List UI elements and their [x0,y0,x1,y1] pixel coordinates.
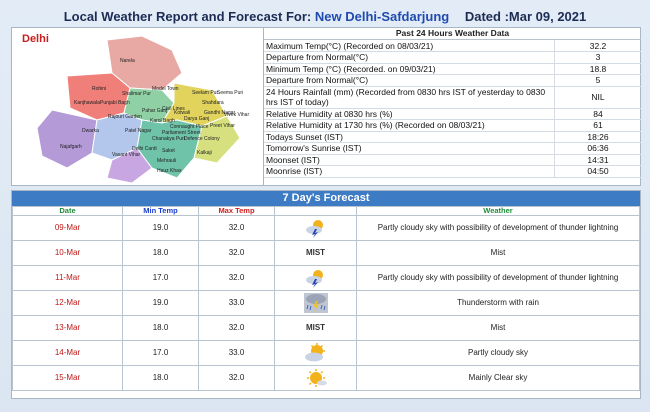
map-label: Najafgarh [60,144,82,150]
forecast-weather: Thunderstorm with rain [357,291,640,316]
map-label: Gandhi Nagar [204,110,236,116]
past-label: Moonset (IST) [264,154,555,166]
report-title: Local Weather Report and Forecast For: [63,9,312,24]
delhi-map-graphic [12,28,262,185]
forecast-max-temp: 32.0 [199,316,275,341]
table-row [13,366,640,391]
mainly-clear-icon [304,368,328,388]
forecast-min-temp: 19.0 [123,216,199,241]
forecast-icon-cell [275,316,357,341]
forecast-min-temp: 18.0 [123,241,199,266]
map-label: Model Town [152,86,179,92]
map-label: Delhi Cantt [132,146,157,152]
past-label: 24 Hours Rainfall (mm) (Recorded from 0830 hrs IST of yesterday to 0830 hrs IST of today) [264,86,555,108]
forecast-min-temp: 17.0 [123,266,199,291]
partly-cloudy-icon [304,343,328,363]
map-label: Seema Puri [217,90,244,96]
map-label: Kanjhawala [74,100,100,106]
forecast-min-temp: 18.0 [123,366,199,391]
partly-cloudy-thunder-icon [304,268,328,288]
col-header-icon [275,207,357,216]
mist-icon: MIST [305,323,326,332]
map-label: Dwarka [82,128,99,134]
col-header-min-temp: Min Temp [123,207,199,216]
map-label: Hauz Khas [157,168,182,174]
past-label: Todays Sunset (IST) [264,131,555,143]
map-region-northwest [67,73,130,120]
forecast-date: 13-Mar [13,316,123,341]
past-label: Departure from Normal(°C) [264,52,555,64]
past-value: 04:50 [555,166,642,178]
table-row [13,241,640,266]
table-row [264,63,641,75]
map-label: Narela [120,58,135,64]
forecast-header-row [13,207,640,216]
table-row [13,291,640,316]
forecast-min-temp: 18.0 [123,316,199,341]
forecast-weather: Partly cloudy sky with possibility of development of thunder lightning [357,266,640,291]
table-row [264,120,641,132]
map-label: Karol Bagh [150,118,175,124]
past-value: 5 [555,75,642,87]
delhi-map [12,28,262,185]
past-value: 84 [555,108,642,120]
forecast-date: 12-Mar [13,291,123,316]
forecast-date: 11-Mar [13,266,123,291]
table-row [264,143,641,155]
table-row [264,166,641,178]
table-row [264,52,641,64]
map-label: Preet Vihar [210,123,235,129]
table-row [13,341,640,366]
summary-panel [11,27,641,186]
forecast-weather: Partly cloudy sky [357,341,640,366]
col-header-date: Date [13,207,123,216]
forecast-max-temp: 32.0 [199,216,275,241]
past-value: 18:26 [555,131,642,143]
report-date: Dated :Mar 09, 2021 [464,9,587,24]
map-label: Rajouri Garden [108,114,142,120]
map-label: Chanakya Puri [152,136,185,142]
mist-icon: MIST [305,248,326,257]
map-label: Shahdara [202,100,224,106]
past-label: Tomorrow's Sunrise (IST) [264,143,555,155]
past-24h-table [264,40,641,178]
forecast-icon-cell [275,216,357,241]
forecast-panel [11,190,641,399]
table-row [264,131,641,143]
table-row [13,266,640,291]
past-value: NIL [555,86,642,108]
map-label: Defence Colony [184,136,220,142]
map-region-west [37,110,97,168]
past-label: Departure from Normal(°C) [264,75,555,87]
map-label: Patel Nagar [125,128,152,134]
partly-cloudy-thunder-icon [304,218,328,238]
table-row [264,86,641,108]
forecast-icon-cell [275,366,357,391]
report-location: New Delhi-Safdarjung [314,9,450,24]
forecast-icon-cell [275,266,357,291]
table-row [264,154,641,166]
forecast-weather: Mainly Clear sky [357,366,640,391]
map-label: Mehrauli [157,158,177,164]
forecast-date: 09-Mar [13,216,123,241]
table-row [264,75,641,87]
forecast-max-temp: 32.0 [199,241,275,266]
map-label: Pahar Ganj [142,108,168,114]
past-label: Relative Humidity at 0830 hrs (%) [264,108,555,120]
map-label: Parliament Street [162,130,201,136]
forecast-max-temp: 33.0 [199,291,275,316]
report-header [0,9,650,24]
past-value: 06:36 [555,143,642,155]
map-label: Rohini [92,86,107,92]
forecast-max-temp: 32.0 [199,266,275,291]
forecast-title: 7 Day's Forecast [12,191,640,206]
map-label: Civil Lines [162,106,185,112]
forecast-icon-cell [275,291,357,316]
forecast-weather: Mist [357,241,640,266]
map-label: Darya Ganj [184,116,210,122]
map-label: Vasant Vihar [112,152,141,158]
map-label: Punjabi Bagh [100,100,130,106]
forecast-icon-cell [275,241,357,266]
past-value: 32.2 [555,40,642,52]
thunderstorm-rain-icon [304,293,328,313]
map-label: Vivek Vihar [224,112,250,118]
past-value: 61 [555,120,642,132]
forecast-table [12,206,640,391]
col-header-weather: Weather [357,207,640,216]
past-24h-panel [263,28,641,185]
table-row [13,316,640,341]
forecast-date: 10-Mar [13,241,123,266]
forecast-icon-cell [275,341,357,366]
table-row [264,40,641,52]
map-label: Seelam Pur [192,90,219,96]
table-row [13,216,640,241]
map-title: Delhi [22,33,49,45]
forecast-date: 15-Mar [13,366,123,391]
map-label: Kotwali [174,110,191,116]
past-label: Relative Humidity at 1730 hrs (%) (Recorded on 08/03/21) [264,120,555,132]
map-label: Saket [162,148,175,154]
table-row [264,108,641,120]
map-label: Kalkaji [197,150,212,156]
forecast-min-temp: 17.0 [123,341,199,366]
forecast-max-temp: 32.0 [199,366,275,391]
past-label: Moonrise (IST) [264,166,555,178]
forecast-weather: Partly cloudy sky with possibility of development of thunder lightning [357,216,640,241]
forecast-weather: Mist [357,316,640,341]
past-label: Maximum Temp(°C) (Recorded on 08/03/21) [264,40,555,52]
past-value: 3 [555,52,642,64]
col-header-max-temp: Max Temp [199,207,275,216]
forecast-date: 14-Mar [13,341,123,366]
map-label: Connaught Place [170,124,209,130]
map-label: Shalimar Pur [122,91,151,97]
past-value: 18.8 [555,63,642,75]
forecast-min-temp: 19.0 [123,291,199,316]
past-value: 14:31 [555,154,642,166]
past-24h-title: Past 24 Hours Weather Data [264,28,641,40]
forecast-max-temp: 33.0 [199,341,275,366]
past-label: Minimum Temp (°C) (Recorded. on 09/03/21) [264,63,555,75]
